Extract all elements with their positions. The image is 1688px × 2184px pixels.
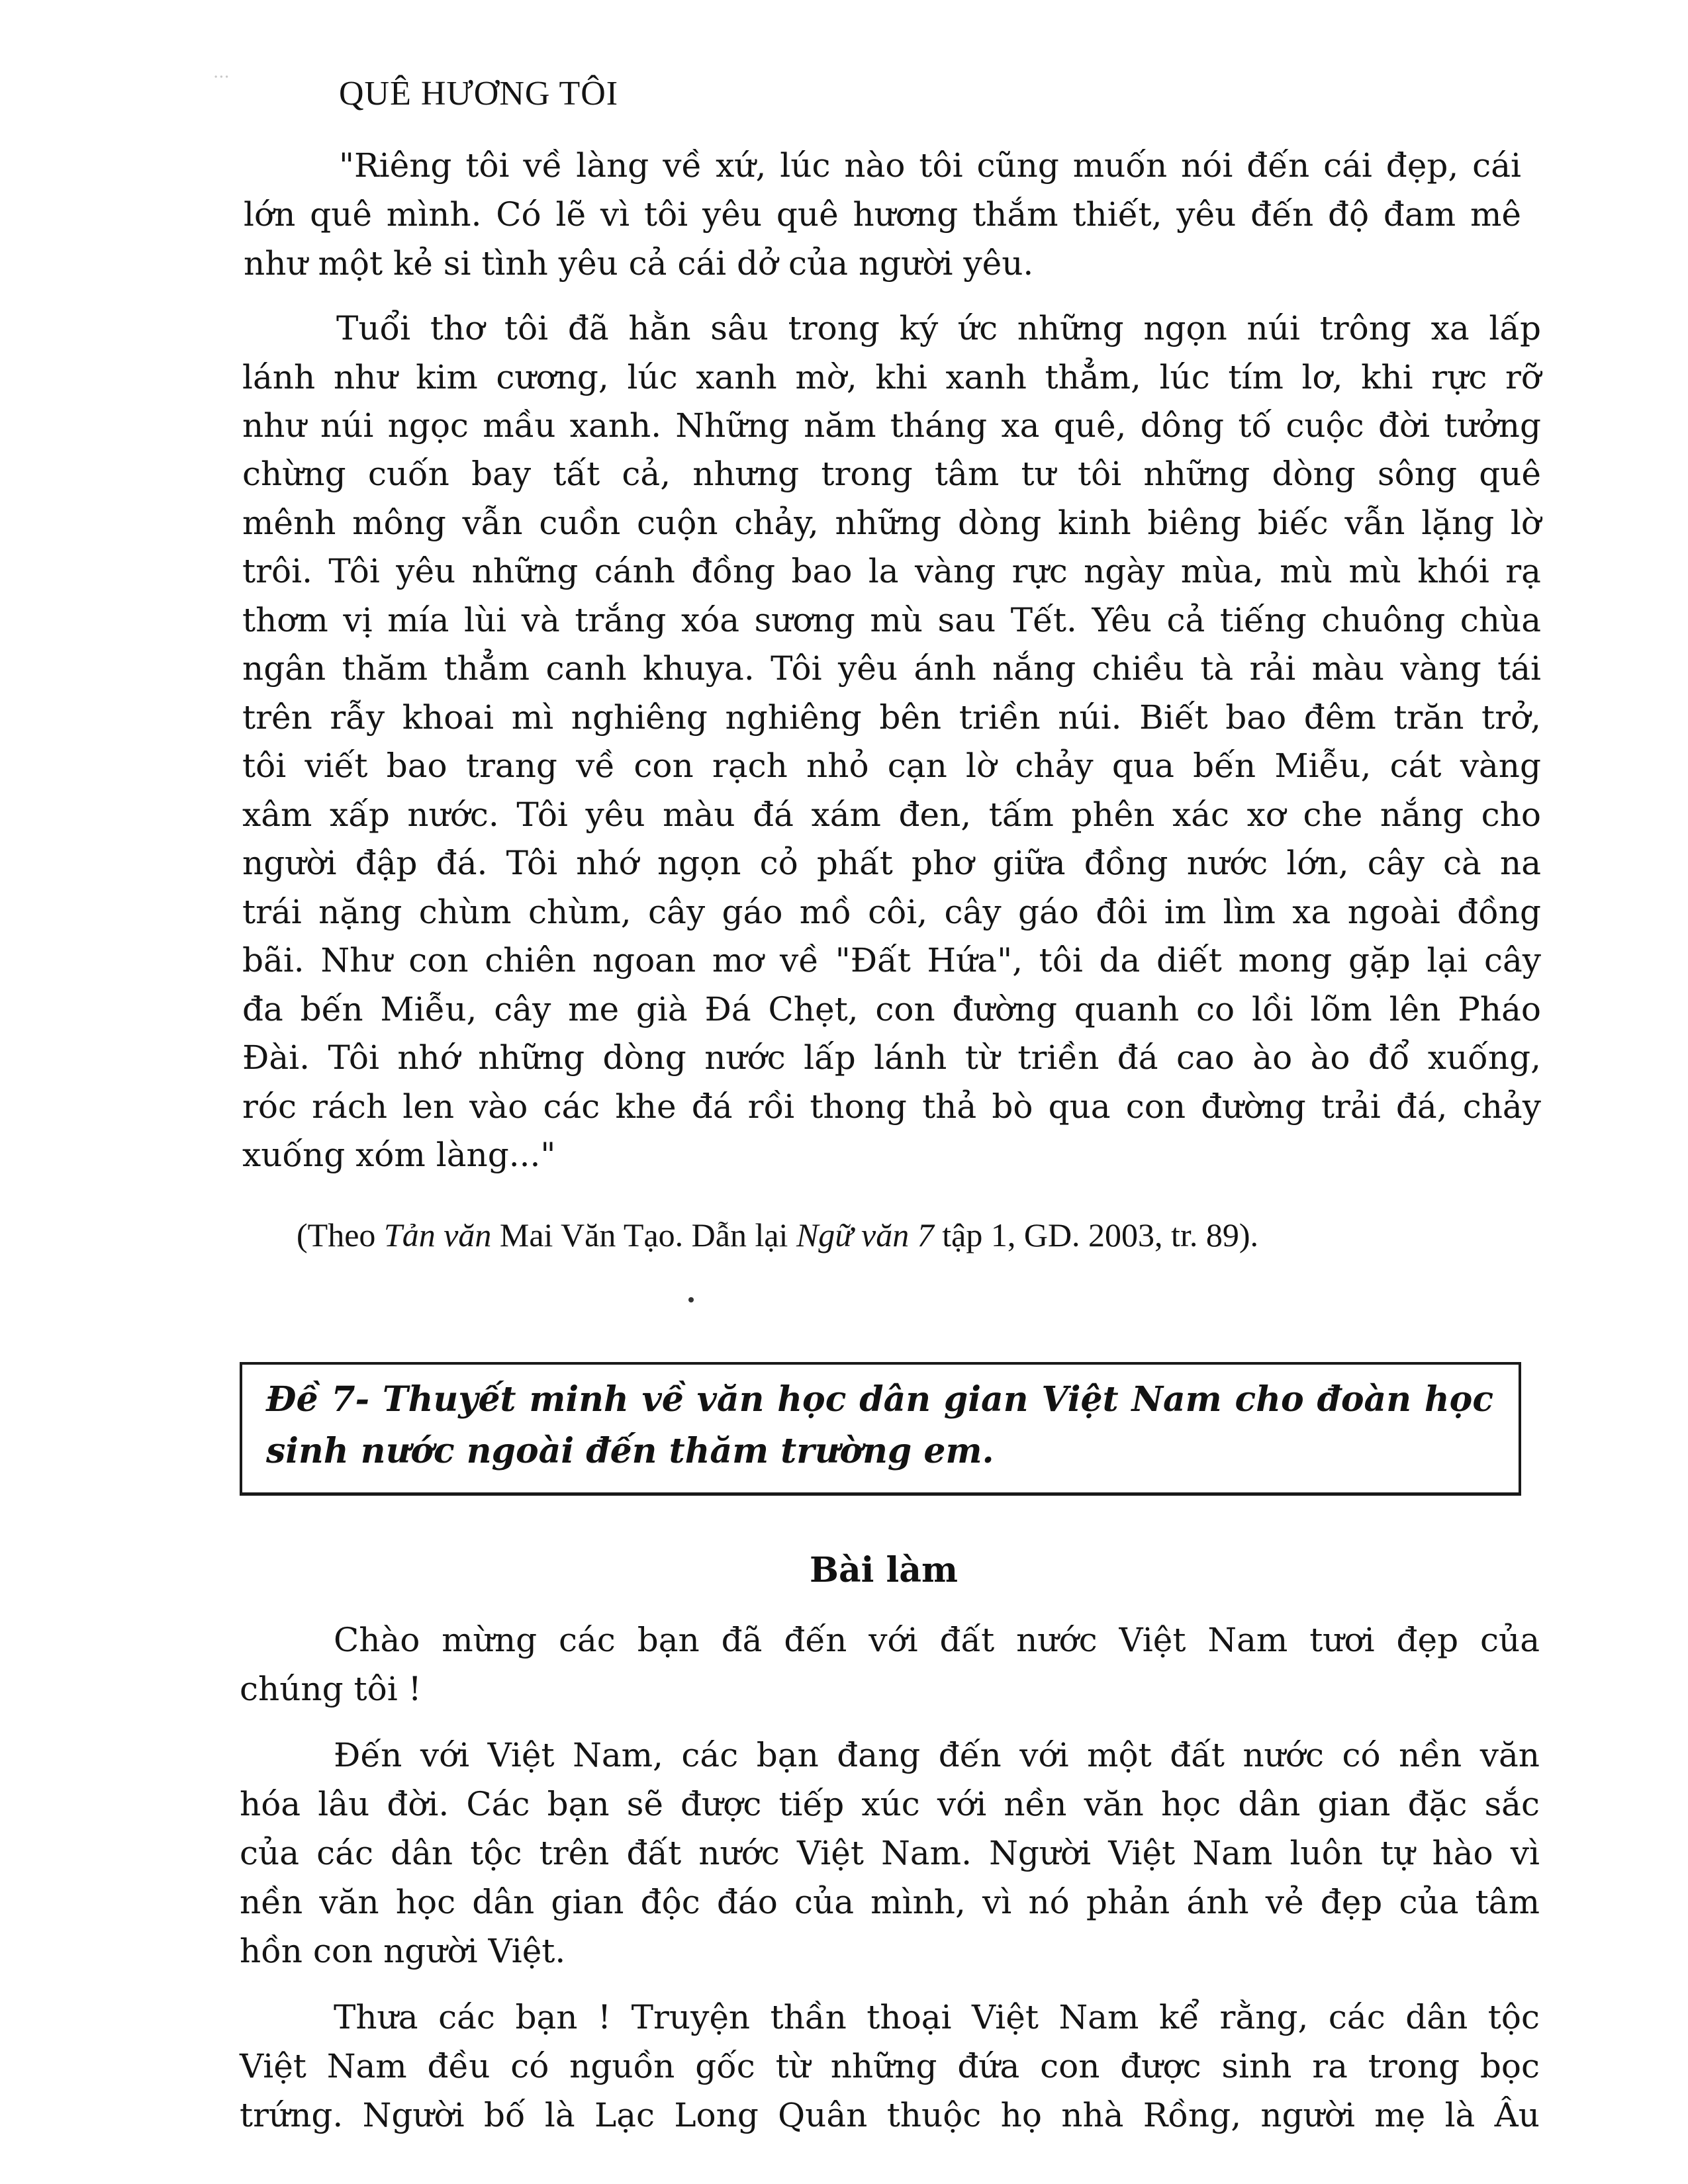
text-line: trứng. Người bố là Lạc Long Quân thuộc họ nhà Rồng, người mẹ là Âu bbox=[240, 2096, 1540, 2134]
citation-author: Mai Văn Tạo. Dẫn lại bbox=[491, 1216, 796, 1253]
text-line: của các dân tộc trên đất nước Việt Nam. Người Việt Nam luôn tự hào vì bbox=[240, 1834, 1540, 1872]
assignment-line: sinh nước ngoài đến thăm trường em. bbox=[266, 1431, 994, 1471]
text-line: xâm xấp nước. Tôi yêu màu đá xám đen, tấm phên xác xơ che nắng cho bbox=[242, 796, 1541, 834]
citation-work-title: Tản văn bbox=[383, 1216, 492, 1253]
text-line: như núi ngọc mầu xanh. Những năm tháng xa quê, dông tố cuộc đời tưởng bbox=[242, 406, 1541, 445]
text-line: mênh mông vẫn cuồn cuộn chảy, những dòng kinh biêng biếc vẫn lặng lờ bbox=[242, 504, 1541, 542]
text-line: chúng tôi ! bbox=[240, 1670, 422, 1708]
text-line: tôi viết bao trang về con rạch nhỏ cạn lờ chảy qua bến Miễu, cát vàng bbox=[242, 747, 1541, 785]
citation bbox=[297, 1215, 1258, 1255]
citation-source: tập 1, GD. 2003, tr. 89). bbox=[933, 1216, 1258, 1253]
assignment-box bbox=[240, 1362, 1521, 1496]
text-line: lớn quê mình. Có lẽ vì tôi yêu quê hương thắm thiết, yêu đến độ đam mê bbox=[244, 195, 1521, 234]
text-line: xuống xóm làng..." bbox=[242, 1136, 556, 1174]
text-line: trên rẫy khoai mì nghiêng nghiêng bên triền núi. Biết bao đêm trăn trở, bbox=[242, 698, 1541, 737]
text-line: nền văn học dân gian độc đáo của mình, vì nó phản ánh vẻ đẹp của tâm bbox=[240, 1883, 1540, 1921]
text-line: hóa lâu đời. Các bạn sẽ được tiếp xúc với nền văn học dân gian đặc sắc bbox=[240, 1785, 1540, 1823]
text-line: chừng cuốn bay tất cả, nhưng trong tâm tư tôi những dòng sông quê bbox=[242, 455, 1541, 493]
section-heading: QUÊ HƯƠNG TÔI bbox=[339, 75, 619, 113]
text-line: Đến với Việt Nam, các bạn đang đến với một đất nước có nền văn bbox=[334, 1736, 1540, 1774]
text-line: như một kẻ si tình yêu cả cái dở của người yêu. bbox=[244, 244, 1034, 283]
text-line: róc rách len vào các khe đá rồi thong thả bò qua con đường trải đá, chảy bbox=[242, 1087, 1541, 1126]
text-line: bãi. Như con chiên ngoan mơ về "Đất Hứa", tôi da diết mong gặp lại cây bbox=[242, 941, 1541, 979]
text-line: ngân thăm thẳm canh khuya. Tôi yêu ánh nắng chiều tà rải màu vàng tái bbox=[242, 649, 1541, 688]
text-line: Thưa các bạn ! Truyện thần thoại Việt Nam kể rằng, các dân tộc bbox=[334, 1998, 1540, 2036]
text-line: đa bến Miễu, cây me già Đá Chẹt, con đường quanh co lồi lõm lên Pháo bbox=[242, 990, 1541, 1028]
text-line: lánh như kim cương, lúc xanh mờ, khi xanh thẳm, lúc tím lơ, khi rực rỡ bbox=[242, 358, 1541, 396]
text-line: Tuổi thơ tôi đã hằn sâu trong ký ức những ngọn núi trông xa lấp bbox=[336, 309, 1541, 347]
text-line: Chào mừng các bạn đã đến với đất nước Việt Nam tươi đẹp của bbox=[334, 1621, 1540, 1659]
text-line: trái nặng chùm chùm, cây gáo mồ côi, cây gáo đôi im lìm xa ngoài đồng bbox=[242, 893, 1541, 931]
text-line: người đập đá. Tôi nhớ ngọn cỏ phất phơ giữa đồng nước lớn, cây cà na bbox=[242, 844, 1541, 882]
text-line: trôi. Tôi yêu những cánh đồng bao la vàng rực ngày mùa, mù mù khói rạ bbox=[242, 552, 1541, 590]
text-line: thơm vị mía lùi và trắng xóa sương mù sau Tết. Yêu cả tiếng chuông chùa bbox=[242, 601, 1541, 639]
citation-prefix: (Theo bbox=[297, 1216, 384, 1253]
text-line: hồn con người Việt. bbox=[240, 1932, 566, 1970]
essay-title: Bài làm bbox=[810, 1550, 958, 1590]
text-line: "Riêng tôi về làng về xứ, lúc nào tôi cũng muốn nói đến cái đẹp, cái bbox=[339, 146, 1521, 185]
citation-book-title: Ngữ văn 7 bbox=[796, 1216, 934, 1253]
assignment-line: Đề 7- Thuyết minh về văn học dân gian Việt Nam cho đoàn học bbox=[266, 1379, 1493, 1420]
text-line: Đài. Tôi nhớ những dòng nước lấp lánh từ triền đá cao ào ào đổ xuống, bbox=[242, 1038, 1541, 1077]
margin-smudge: ··· bbox=[213, 68, 230, 87]
scan-speck bbox=[688, 1297, 694, 1302]
text-line: Việt Nam đều có nguồn gốc từ những đứa con được sinh ra trong bọc bbox=[240, 2047, 1540, 2085]
